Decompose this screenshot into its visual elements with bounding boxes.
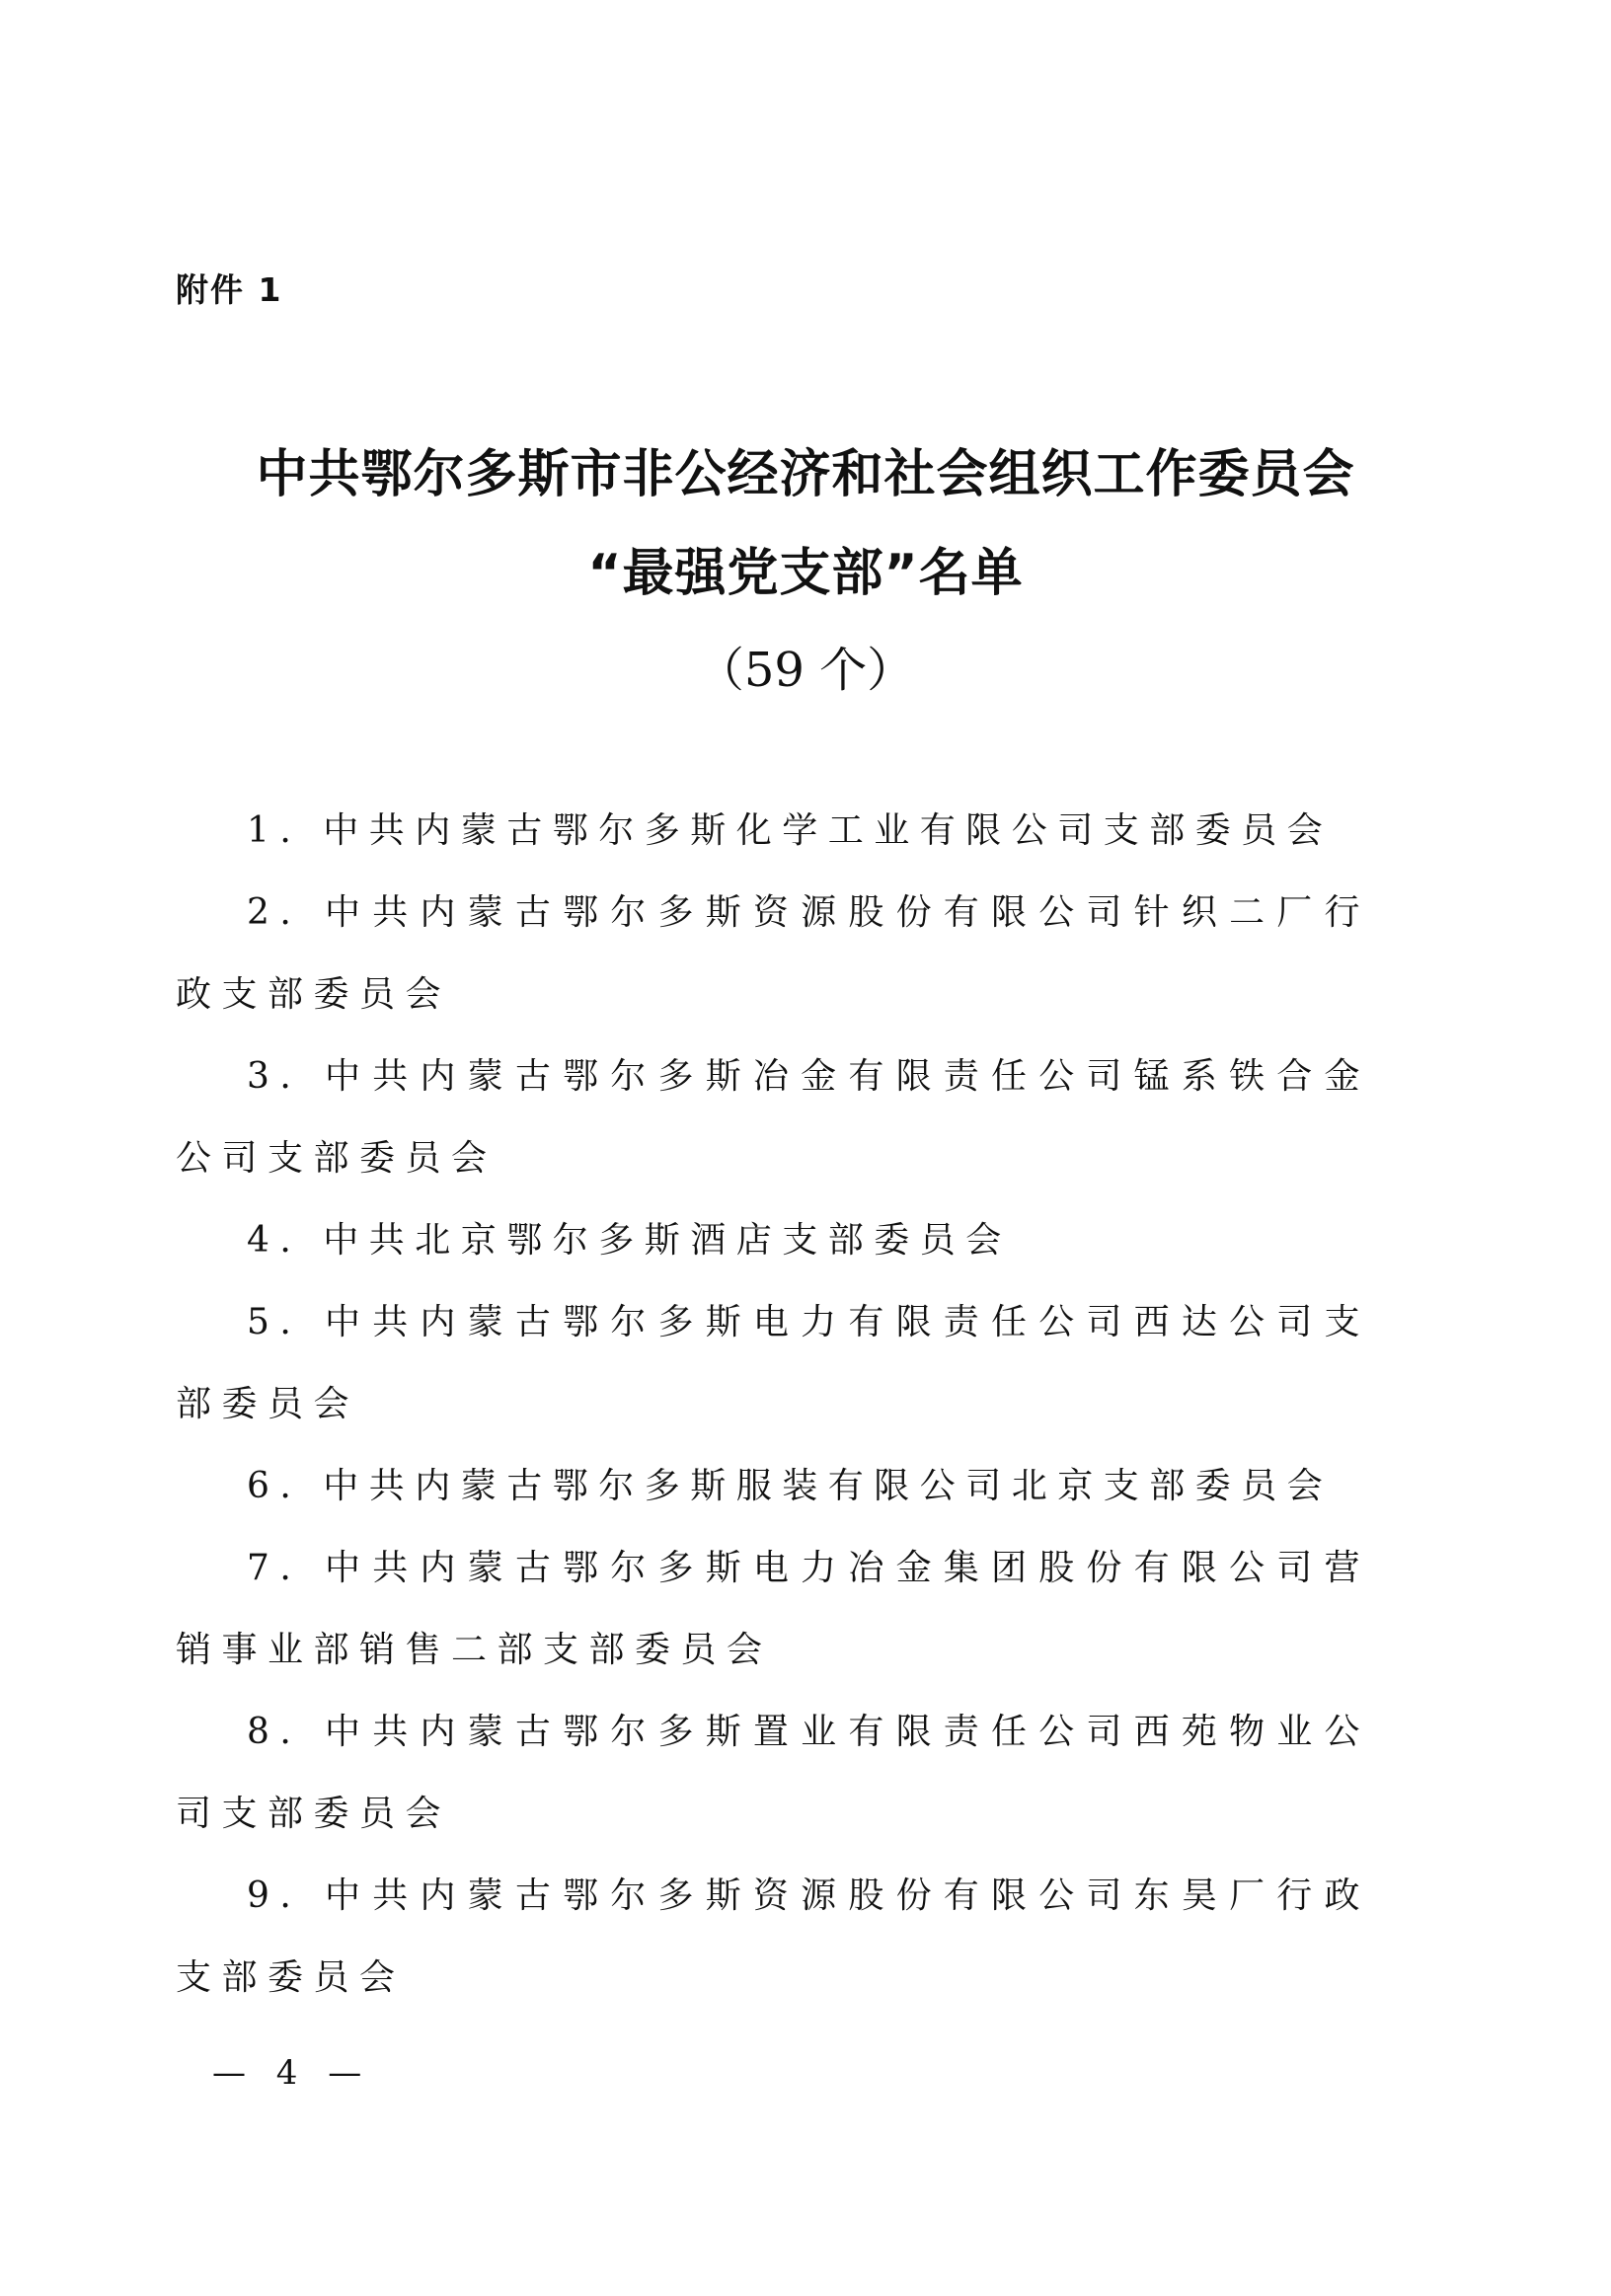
document-title-count: （59 个）: [696, 643, 915, 698]
list-item: 8. 中共内蒙古鄂尔多斯置业有限责任公司西苑物业公司支部委员会: [176, 1712, 1370, 1834]
list-item: 5. 中共内蒙古鄂尔多斯电力有限责任公司西达公司支部委员会: [176, 1302, 1370, 1424]
list-item: 9. 中共内蒙古鄂尔多斯资源股份有限公司东昊厂行政支部委员会: [176, 1875, 1370, 1998]
list-item: 4. 中共北京鄂尔多斯酒店支部委员会: [247, 1220, 1012, 1261]
list-item: 1. 中共内蒙古鄂尔多斯化学工业有限公司支部委员会: [247, 810, 1334, 851]
list-item: 2. 中共内蒙古鄂尔多斯资源股份有限公司针织二厂行政支部委员会: [176, 892, 1370, 1015]
page-number: — 4 —: [212, 2053, 372, 2093]
list-item: 7. 中共内蒙古鄂尔多斯电力冶金集团股份有限公司营销事业部销售二部支部委员会: [176, 1548, 1370, 1670]
attachment-label: 附件 1: [176, 270, 283, 309]
list-item: 6. 中共内蒙古鄂尔多斯服装有限公司北京支部委员会: [247, 1466, 1334, 1506]
branch-list: [176, 790, 1370, 2019]
list-item: 3. 中共内蒙古鄂尔多斯冶金有限责任公司锰系铁合金公司支部委员会: [176, 1056, 1370, 1179]
document-title-line2: “最强党支部”名单: [587, 544, 1024, 603]
document-title-line1: 中共鄂尔多斯市非公经济和社会组织工作委员会: [256, 445, 1355, 504]
